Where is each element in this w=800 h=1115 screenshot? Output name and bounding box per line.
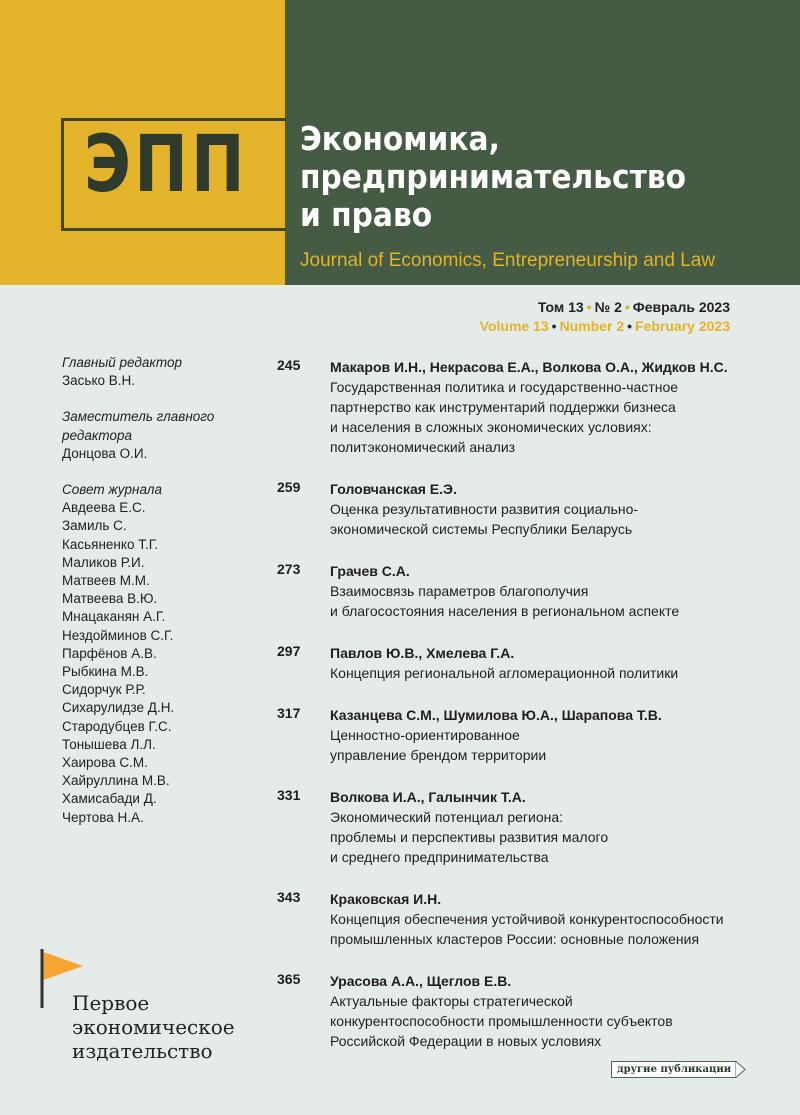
journal-subtitle: Journal of Economics, Entrepreneurship and Law <box>300 250 716 271</box>
toc-authors: Макаров И.Н., Некрасова Е.А., Волкова О.А., Жидков Н.С. <box>330 359 728 375</box>
toc-title-line: Концепция обеспечения устойчивой конкурентоспособности <box>330 911 724 927</box>
toc-title-line: и населения в сложных экономических условиях: <box>330 419 652 435</box>
toc-entry[interactable] <box>277 357 757 457</box>
toc-authors: Урасова А.А., Щеглов Е.В. <box>330 973 512 989</box>
journal-title-line: Экономика, <box>300 119 500 158</box>
board-label: Совет журнала <box>62 482 162 498</box>
chief-editor-name: Засько В.Н. <box>62 373 136 389</box>
bullet-separator: • <box>586 299 592 315</box>
toc-entry[interactable] <box>277 479 757 539</box>
board-member: Авдеева Е.С. <box>62 500 146 516</box>
board-member: Нездойминов С.Г. <box>62 627 174 643</box>
toc-page-number: 297 <box>277 643 301 659</box>
toc-entry[interactable] <box>277 705 757 765</box>
toc-title-line: Российской Федерации в новых условиях <box>330 1033 602 1049</box>
toc-entry[interactable] <box>277 561 757 621</box>
bullet-separator: • <box>551 318 557 334</box>
board-member: Сихарулидзе Д.Н. <box>62 700 175 716</box>
toc-title-line: и благосостояния населения в региональном аспекте <box>330 603 680 619</box>
toc-title-line: Оценка результативности развития социально- <box>330 501 639 517</box>
toc-authors: Казанцева С.М., Шумилова Ю.А., Шарапова Т.В. <box>330 707 662 723</box>
board-member: Маликов Р.И. <box>62 554 145 570</box>
chief-editor-label: Главный редактор <box>62 355 183 370</box>
publisher-name-line: Первое <box>72 991 150 1015</box>
other-publications-button[interactable] <box>611 1061 746 1078</box>
issue-info-en <box>480 318 730 334</box>
publisher-name-line: издательство <box>72 1039 213 1063</box>
arrow-right-icon <box>735 1061 746 1078</box>
journal-logo: ЭПП <box>84 120 248 210</box>
board-member: Замиль С. <box>62 518 127 534</box>
toc-title-line: конкурентоспособности промышленности субъектов <box>330 1013 673 1029</box>
journal-title <box>300 120 732 234</box>
issue-volume: Volume 13 <box>479 318 549 334</box>
publisher-name-line: экономическое <box>72 1015 235 1039</box>
board-member: Хайруллина М.В. <box>62 773 170 789</box>
journal-title-line: предпринимательство <box>300 157 687 196</box>
toc-page-number: 317 <box>277 705 301 721</box>
deputy-editor-label: редактора <box>62 427 132 443</box>
toc-entry[interactable] <box>277 889 757 949</box>
toc-title-line: Взаимосвязь параметров благополучия <box>330 583 589 599</box>
toc-title-line: управление брендом территории <box>330 747 547 763</box>
toc-page-number: 245 <box>277 357 301 373</box>
toc-page-number: 259 <box>277 479 301 495</box>
issue-volume: Том 13 <box>537 299 584 315</box>
board-member: Тонышева Л.Л. <box>62 736 156 752</box>
issue-date: February 2023 <box>635 318 730 334</box>
board-member: Матвеева В.Ю. <box>62 591 158 607</box>
board-list <box>62 499 262 827</box>
toc-title-line: экономической системы Республики Беларусь <box>330 521 633 537</box>
toc-authors: Грачев С.А. <box>330 563 410 579</box>
toc-authors: Волкова И.А., Галынчик Т.А. <box>330 789 526 805</box>
board-member: Касьяненко Т.Г. <box>62 536 159 552</box>
issue-info-ru <box>538 299 730 315</box>
board-member: Стародубцев Г.С. <box>62 718 172 734</box>
editorial-sidebar <box>62 354 262 827</box>
board-member: Хаирова С.М. <box>62 755 148 771</box>
toc-authors: Головчанская Е.Э. <box>330 481 457 497</box>
toc-authors: Краковская И.Н. <box>330 891 442 907</box>
toc-title-line: Концепция региональной агломерационной политики <box>330 665 679 681</box>
board-member: Сидорчук Р.Р. <box>62 682 146 698</box>
toc-page-number: 273 <box>277 561 301 577</box>
board-member: Рыбкина М.В. <box>62 664 149 680</box>
issue-number: № 2 <box>594 299 622 315</box>
bullet-separator: • <box>627 318 633 334</box>
journal-title-line: и право <box>300 195 433 234</box>
toc-page-number: 343 <box>277 889 301 905</box>
publisher-name <box>72 991 235 1063</box>
board-member: Мнацаканян А.Г. <box>62 609 166 625</box>
other-publications-label: другие публикации <box>611 1061 735 1078</box>
issue-number: Number 2 <box>559 318 625 334</box>
toc-title-line: Экономический потенциал региона: <box>330 809 564 825</box>
toc-title-line: проблемы и перспективы развития малого <box>330 829 609 845</box>
toc-page-number: 331 <box>277 787 301 803</box>
board-member: Матвеев М.М. <box>62 573 150 589</box>
toc-authors: Павлов Ю.В., Хмелева Г.А. <box>330 645 515 661</box>
board-member: Парфёнов А.В. <box>62 645 157 661</box>
toc-title-line: промышленных кластеров России: основные положения <box>330 931 700 947</box>
board-member: Хамисабади Д. <box>62 791 157 807</box>
toc-entry[interactable] <box>277 643 757 683</box>
bullet-separator: • <box>624 299 630 315</box>
toc-title-line: партнерство как инструментарий поддержки бизнеса <box>330 399 676 415</box>
toc-title-line: политэкономический анализ <box>330 439 516 455</box>
board-member: Чертова Н.А. <box>62 809 144 825</box>
deputy-editor-label: Заместитель главного <box>62 409 215 425</box>
toc-title-line: Государственная политика и государственно-частное <box>330 379 679 395</box>
toc-title-line: и среднего предпринимательства <box>330 849 549 865</box>
toc-page-number: 365 <box>277 971 301 987</box>
issue-date: Февраль 2023 <box>632 299 730 315</box>
toc-entry[interactable] <box>277 971 757 1051</box>
toc-title-line: Актуальные факторы стратегической <box>330 993 573 1009</box>
toc-entry[interactable] <box>277 787 757 867</box>
table-of-contents <box>277 357 757 1073</box>
toc-title-line: Ценностно-ориентированное <box>330 727 520 743</box>
deputy-editor-name: Донцова О.И. <box>62 445 148 461</box>
